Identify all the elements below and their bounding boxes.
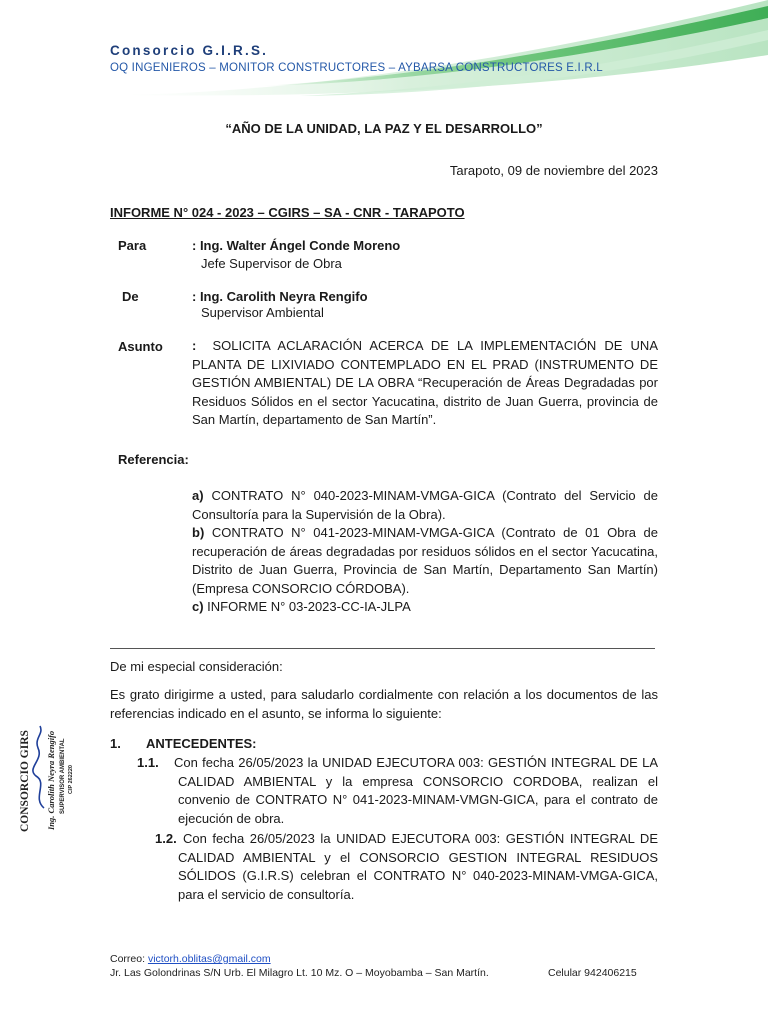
year-motto: “AÑO DE LA UNIDAD, LA PAZ Y EL DESARROLLO” bbox=[225, 121, 543, 136]
intro-paragraph: Es grato dirigirme a usted, para saludarlo cordialmente con relación a los documentos de las referencias indicado en el asunto, se informa lo siguiente: bbox=[110, 687, 658, 721]
stamp-graphic bbox=[14, 688, 78, 838]
de-name: : Ing. Carolith Neyra Rengifo bbox=[192, 289, 368, 304]
date-line: Tarapoto, 09 de noviembre del 2023 bbox=[449, 163, 658, 178]
stamp-role: SUPERVISOR AMBIENTAL bbox=[60, 738, 66, 814]
item-number: 1.1. bbox=[137, 755, 159, 770]
footer-email-label: Correo: bbox=[110, 953, 148, 965]
signature-stamp bbox=[14, 688, 78, 838]
header-swoosh bbox=[0, 0, 768, 120]
divider bbox=[110, 648, 655, 649]
de-label: De bbox=[122, 289, 139, 304]
referencia-text: CONTRATO N° 040-2023-MINAM-VMGA-GICA (Contrato del Servicio de Consultoría para la Supervisión de la Obra). bbox=[192, 488, 658, 522]
greeting: De mi especial consideración: bbox=[110, 659, 283, 674]
asunto-body: SOLICITA ACLARACIÓN ACERCA DE LA IMPLEMENTACIÓN DE UNA PLANTA DE LIXIVIADO CONTEMPLADO EN EL PRAD (INSTRUMENTO DE GESTIÓN AMBIENTAL) DE LA OBRA “Recuperación de Áreas Degradadas por Residuos Sólidos en el sector Yacucatina, distrito de Juan Guerra, provincia de San Martín, departamento de San Martín”. bbox=[192, 338, 658, 427]
brand-subtitle: OQ INGENIEROS – MONITOR CONSTRUCTORES – AYBARSA CONSTRUCTORES E.I.R.L bbox=[110, 62, 603, 74]
referencia-item bbox=[192, 487, 658, 524]
footer-address: Jr. Las Golondrinas S/N Urb. El Milagro Lt. 10 Mz. O – Moyobamba – San Martín. bbox=[110, 967, 489, 979]
stamp-consortium: CONSORCIO GIRS bbox=[19, 730, 31, 832]
informe-title: INFORME N° 024 - 2023 – CGIRS – SA - CNR - TARAPOTO bbox=[110, 205, 465, 220]
asunto-text bbox=[192, 337, 658, 430]
referencia-marker: b) bbox=[192, 525, 205, 540]
signature-scribble bbox=[33, 726, 44, 808]
para-name: : Ing. Walter Ángel Conde Moreno bbox=[192, 238, 401, 253]
antecedente-item-1: Con fecha 26/05/2023 la UNIDAD EJECUTORA 003: GESTIÓN INTEGRAL DE LA CALIDAD AMBIENTAL y la empresa CONSORCIO CORDOBA, realizan el convenio de CONTRATO N° 041-2023-MINAM-VMGN-GICA, para el contrato de ejecución de obra. bbox=[174, 755, 658, 826]
referencia-item bbox=[192, 524, 658, 598]
referencia-item bbox=[192, 598, 658, 617]
antecedente-item-2: Con fecha 26/05/2023 la UNIDAD EJECUTORA 003: GESTIÓN INTEGRAL DE CALIDAD AMBIENTAL y el CONSORCIO GESTION INTEGRAL RESIDUOS SÓLIDOS (G.I.R.S) celebran el CONTRATO N° 040-2023-MINAM-VMGA-GICA, para el servicio de consultoría. bbox=[178, 831, 658, 902]
item-number: 1.2. bbox=[155, 831, 177, 846]
referencia-text: CONTRATO N° 041-2023-MINAM-VMGA-GICA (Contrato de 01 Obra de recuperación de áreas degradadas por residuos sólidos en el sector Yacucatina, Distrito de Juan Guerra, Provincia de San Martín, Departamento San Martín) (Empresa CONSORCIO CÓRDOBA). bbox=[192, 525, 658, 596]
referencia-list bbox=[192, 487, 658, 617]
footer-email-link[interactable]: victorh.oblitas@gmail.com bbox=[147, 953, 271, 965]
footer-phone: Celular 942406215 bbox=[548, 967, 637, 979]
antecedentes-number: 1. bbox=[110, 736, 121, 751]
stamp-engineer: Ing. Carolith Neyra Rengifo bbox=[46, 730, 56, 830]
para-role: Jefe Supervisor de Obra bbox=[201, 256, 342, 271]
referencia-marker: c) bbox=[192, 599, 204, 614]
asunto-label: Asunto bbox=[118, 339, 163, 354]
stamp-cip: CIP 262220 bbox=[68, 765, 74, 794]
para-label: Para bbox=[118, 238, 147, 253]
referencia-marker: a) bbox=[192, 488, 204, 503]
antecedentes-title: ANTECEDENTES: bbox=[146, 736, 257, 751]
footer-email-line bbox=[110, 953, 271, 965]
de-role: Supervisor Ambiental bbox=[201, 305, 324, 320]
referencia-label: Referencia: bbox=[118, 452, 189, 467]
asunto-colon: : bbox=[192, 338, 197, 353]
brand-name: Consorcio G.I.R.S. bbox=[110, 43, 269, 58]
referencia-text: INFORME N° 03-2023-CC-IA-JLPA bbox=[203, 599, 411, 614]
